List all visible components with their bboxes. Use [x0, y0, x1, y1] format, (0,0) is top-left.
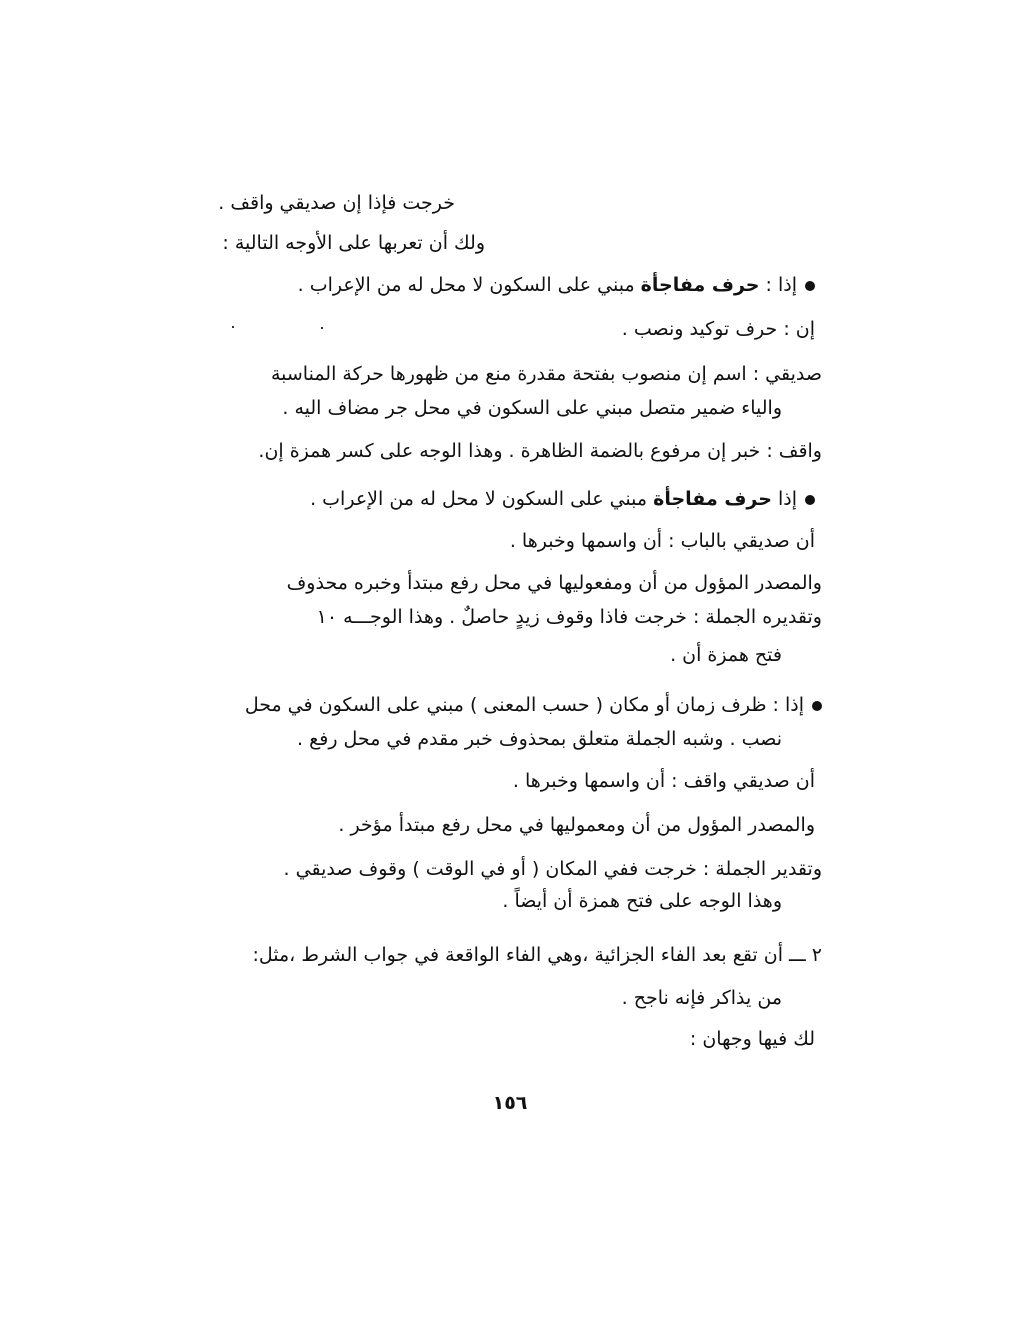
bullet-line-3	[245, 692, 822, 718]
intro-line: ولك أن تعربها على الأوجه التالية :	[222, 232, 485, 254]
text-line: فتح همزة أن .	[670, 644, 782, 666]
text-line: إن : حرف توكيد ونصب .	[621, 318, 815, 340]
bold-term: حرف مفاجأة	[640, 274, 760, 296]
line-text: مبني على السكون لا محل له من الإعراب .	[310, 488, 654, 510]
bullet-icon	[805, 281, 815, 291]
text-line: صديقي : اسم إن منصوب بفتحة مقدرة منع من ظهورها حركة المناسبة	[270, 363, 822, 385]
bullet-icon	[805, 495, 815, 505]
text-line: أن صديقي واقف : أن واسمها وخبرها .	[512, 770, 815, 792]
text-line: واقف : خبر إن مرفوع بالضمة الظاهرة . وهذا الوجه على كسر همزة إن.	[258, 440, 822, 462]
scan-speck	[321, 327, 323, 329]
page-number: ١٥٦	[492, 1092, 528, 1114]
numbered-item: ٢ ـــ أن تقع بعد الفاء الجزائية ،وهي الفاء الواقعة في جواب الشرط ،مثل:	[252, 944, 822, 966]
term: إذا	[771, 488, 797, 510]
text-line: وهذا الوجه على فتح همزة أن أيضاً .	[502, 890, 782, 912]
text-line: وتقدير الجملة : خرجت ففي المكان ( أو في الوقت ) وقوف صديقي .	[283, 858, 822, 880]
line-text: مبني على السكون لا محل له من الإعراب .	[297, 274, 641, 296]
text-line: وتقديره الجملة : خرجت فاذا وقوف زيدٍ حاصلٌ . وهذا الوجـــه ١٠	[316, 606, 822, 628]
text-line: أن صديقي بالباب : أن واسمها وخبرها .	[509, 530, 815, 552]
text-line: لك فيها وجهان :	[689, 1028, 815, 1050]
term: إذا :	[759, 274, 797, 296]
bullet-line-1	[298, 272, 815, 298]
example-sentence: من يذاكر فإنه ناجح .	[621, 987, 782, 1009]
bold-term: حرف مفاجأة	[653, 488, 772, 510]
bullet-icon	[812, 701, 822, 711]
text-line: والمصدر المؤول من أن ومفعوليها في محل رفع مبتدأ وخبره محذوف	[286, 572, 822, 594]
example-sentence: خرجت فإذا إن صديقي واقف .	[218, 192, 455, 214]
text-line: نصب . وشبه الجملة متعلق بمحذوف خبر مقدم في محل رفع .	[297, 728, 782, 750]
text-line: والمصدر المؤول من أن ومعموليها في محل رفع مبتدأ مؤخر .	[338, 814, 815, 836]
line-text: إذا : ظرف زمان أو مكان ( حسب المعنى ) مبني على السكون في محل	[244, 694, 804, 716]
bullet-line-2	[310, 486, 815, 512]
scan-speck	[232, 326, 234, 328]
text-line: والياء ضمير متصل مبني على السكون في محل جر مضاف اليه .	[282, 397, 782, 419]
